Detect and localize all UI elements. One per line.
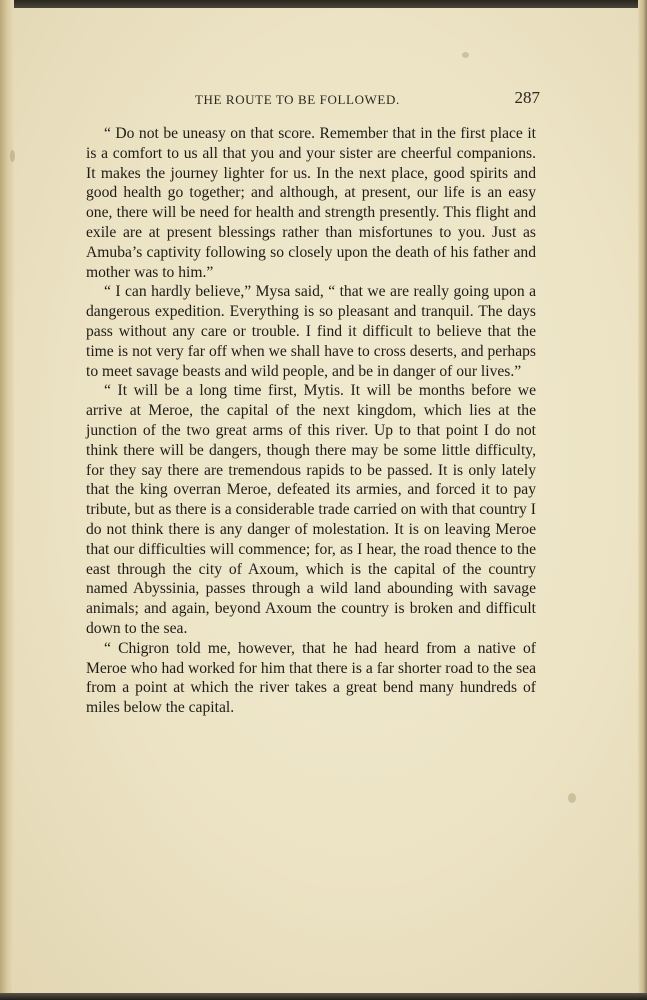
paragraph: “ I can hardly believe,” Mysa said, “ that we are really going upon a dangerous expedition. Everything is so pleasant and tranquil. The days pass without any care or trouble. I find it difficult to believe that the time is not very far off when we shall have to cross deserts, and perhaps to meet savage beasts and wild people, and be in danger of our lives.”: [86, 283, 536, 380]
page-top-edge: [0, 0, 647, 8]
page-number: 287: [514, 88, 540, 107]
paragraph: “ It will be a long time first, Mytis. It will be months before we arrive at Meroe, the capital of the next kingdom, which lies at the junction of the two great arms of this river. Up to that point I do not think there will be dangers, though there may be some little difficulty, for they say there are tremendous rapids to be passed. It is only lately that the king overran Meroe, defeated its armies, and forced it to pay tribute, but as there is a considerable trade carried on with that country I do not think there is any danger of molestation. It is on leaving Meroe that our difficulties will commence; for, as I hear, the road thence to the east through the city of Axoum, which is the capital of the country named Abyssinia, passes through a wild land abounding with savage animals; and again, beyond Axoum the country is broken and difficult down to the sea.: [86, 382, 536, 637]
paper-stain: [568, 793, 576, 803]
page-right-edge: [638, 0, 647, 1000]
paragraph: “ Chigron told me, however, that he had heard from a native of Meroe who had worked for him that there is a far shorter road to the sea from a point at which the river takes a great bend many hundreds of miles below the capital.: [86, 639, 536, 717]
page-bottom-edge: [0, 993, 647, 1000]
paper-stain: [10, 150, 15, 162]
running-head: THE ROUTE TO BE FOLLOWED.: [195, 92, 400, 107]
body-text: [86, 124, 536, 718]
page-header: [80, 88, 540, 112]
paper-stain: [462, 52, 469, 58]
paragraph: “ Do not be uneasy on that score. Remember that in the first place it is a comfort to us all that you and your sister are cheerful companions. It makes the journey lighter for us. In the next place, good spirits and good health go together; and although, at present, our life is an easy one, there will be need for health and strength presently. This flight and exile are at present blessings rather than misfortunes to you. Just as Amuba’s captivity following so closely upon the death of his father and mother was to him.”: [86, 125, 536, 281]
